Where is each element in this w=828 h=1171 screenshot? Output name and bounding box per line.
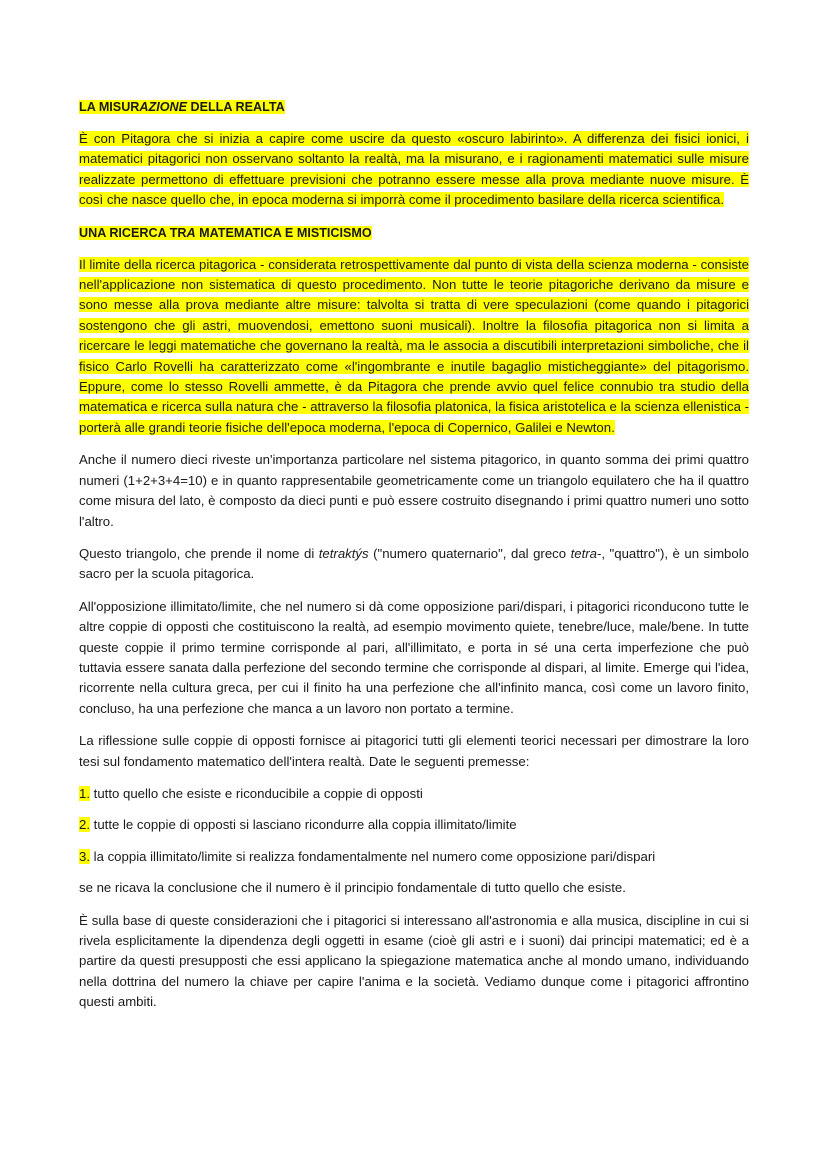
text-segment: ("numero quaternario", dal greco: [368, 545, 571, 561]
heading-matematica-misticismo: [79, 223, 749, 243]
premise-text: tutto quello che esiste e riconducibile a coppie di opposti: [90, 785, 423, 801]
heading-matematica-highlight: [79, 226, 372, 240]
paragraph-riflessione: La riflessione sulle coppie di opposti fornisce ai pitagorici tutti gli elementi teorici necessari per dimostrare la loro tesi sul fondamento matematico dell'intera realtà. Date le seguenti premesse:: [79, 733, 749, 769]
heading-part: DELLA REALTA: [186, 100, 285, 114]
heading-part-italic: A: [186, 225, 196, 240]
term-tetra: tetra: [570, 545, 597, 561]
premise-text: la coppia illimitato/limite si realizza fondamentalmente nel numero come opposizione pari/dispari: [90, 848, 656, 864]
paragraph-numero-dieci: Anche il numero dieci riveste un'importanza particolare nel sistema pitagorico, in quanto somma dei primi quattro numeri (1+2+3+4=10) e in quanto rappresentabile geometricamente come un triangolo equilatero che ha il quattro come misura del lato, è composto da dieci punti e può essere costruito disegnando i primi quattro numeri uno sotto l'altro.: [79, 452, 749, 529]
text-segment: Questo triangolo, che prende il nome di: [79, 545, 319, 561]
text-segment: -, "quattro"), è un simbolo sacro per la scuola pitagorica.: [79, 545, 749, 582]
paragraph-misurazione-text: È con Pitagora che si inizia a capire come uscire da questo «oscuro labirinto». A differenza dei fisici ionici, i matematici pitagorici non osservano soltanto la realtà, ma la misurano, e i ragionamenti matematici sulle misure realizzate permettono di effettuare previsioni che potranno essere messe alla prova mediante nuove misure. È così che nasce quello che, in epoca moderna si imporrà come il procedimento basilare della ricerca scientifica.: [79, 131, 749, 208]
paragraph-opposizione: All'opposizione illimitato/limite, che nel numero si dà come opposizione pari/dispari, i pitagorici riconducono tutte le altre coppie di opposti che costituiscono la realtà, ad esempio movimento quiete, tenebre/luce, male/bene. In tutte queste coppie il primo termine corrisponde al pari, all'illimitato, e porta in sé una certa imperfezione che può tuttavia essere sanata dalla perfezione del secondo termine che corrisponde al dispari, al limite. Emerge qui l'idea, ricorrente nella cultura greca, per cui il finito ha una perfezione che all'infinito manca, così come un lavoro finito, concluso, ha una perfezione che manca a un lavoro non portato a termine.: [79, 598, 749, 716]
paragraph-tetraktys: [79, 544, 749, 585]
paragraph-conclusione: se ne ricava la conclusione che il numero è il principio fondamentale di tutto quello che esiste.: [79, 880, 626, 896]
term-tetraktys: tetraktýs: [318, 545, 369, 561]
premise-number: 1.: [79, 785, 90, 801]
premise-1: [79, 784, 749, 804]
paragraph-limite-text: Il limite della ricerca pitagorica - considerata retrospettivamente dal punto di vista della scienza moderna - consiste nell'applicazione non sistematica di questo procedimento. Non tutte le teorie pitagoriche derivano da misure e sono messe alla prova mediante altre misure: talvolta si tratta di vere speculazioni (come quando i pitagorici sostengono che gli astri, muovendosi, emettono suoni musicali). Inoltre la filosofia pitagorica non si limita a ricercare le leggi matematiche che governano la realtà, ma le associa a discutibili interpretazioni simboliche, che il fisico Carlo Rovelli ha caratterizzato come «l'ingombrante e inutile bagaglio misticheggiante» del pitagorismo. Eppure, come lo stesso Rovelli ammette, è da Pitagora che prende avvio quel felice connubio tra studio della matematica e ricerca sulla natura che - attraverso la filosofia platonica, la fisica aristotelica e la scienza ellenistica - porterà alle grandi teorie fisiche dell'epoca moderna, l'epoca di Copernico, Galilei e Newton.: [79, 256, 749, 435]
paragraph-astronomia: È sulla base di queste considerazioni che i pitagorici si interessano all'astronomia e alla musica, discipline in cui si rivela esplicitamente la dipendenza degli oggetti in esame (cioè gli astri e i suoni) dai principi matematici; ed è a partire da questi presupposti che essi applicano la spiegazione matematica anche al mondo umano, individuando nella dottrina del numero la chiave per capire l'anima e la società. Vediamo dunque come i pitagorici affrontino questi ambiti.: [79, 912, 749, 1010]
premise-3: [79, 847, 749, 867]
paragraph-limite: [79, 255, 749, 439]
heading-part: LA MISUR: [79, 100, 140, 114]
premise-text: tutte le coppie di opposti si lasciano ricondurre alla coppia illimitato/limite: [90, 817, 517, 833]
premise-2: [79, 815, 749, 835]
heading-misurazione-highlight: [79, 100, 285, 114]
heading-misurazione: [79, 97, 749, 117]
premise-number: 3.: [79, 848, 90, 864]
heading-part: MATEMATICA E MISTICISMO: [195, 225, 372, 240]
heading-part-italic: AZIONE: [139, 100, 187, 114]
premise-number: 2.: [79, 817, 90, 833]
heading-part: UNA RICERCA TR: [79, 225, 187, 240]
paragraph-misurazione: [79, 129, 749, 211]
